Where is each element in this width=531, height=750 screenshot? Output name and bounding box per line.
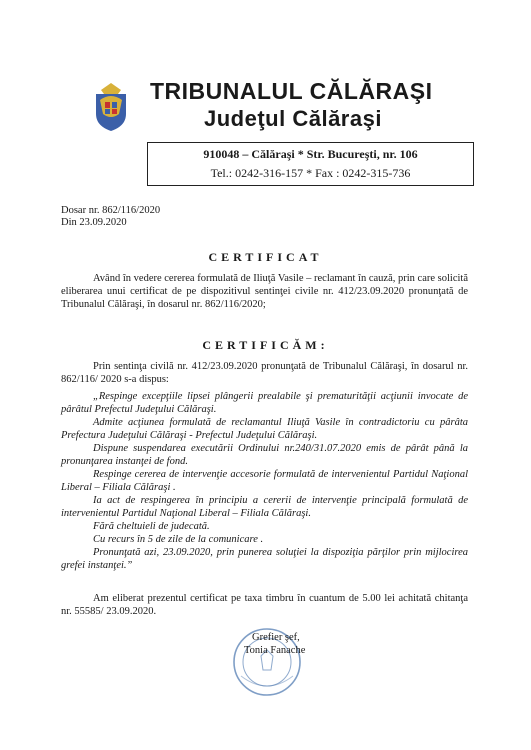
ruling-item: Dispune suspendarea executării Ordinului nr.240/31.07.2020 emis de pârât până la pronunţarea instanţei de fond. [61, 443, 468, 467]
county-name: Judeţul Călăraşi [204, 106, 382, 131]
ruling-item: „Respinge excepţiile lipsei plângerii prealabile şi prematurităţii acţiunii invocate de pârâtul Prefectul Judeţului Călăraşi. [61, 391, 468, 415]
closing-paragraph: Am eliberat prezentul certificat pe taxa timbru în cuantum de 5.00 lei achitată chitanţa nr. 55585/ 23.09.2020. [61, 593, 468, 617]
ruling-item: Respinge cererea de intervenţie accesorie formulată de intervenientul Partidul Naţional Liberal – Filiala Călăraşi . [61, 469, 468, 493]
clerk-name: Tonia Fanache [244, 645, 306, 656]
ruling-item: Ia act de respingerea în principiu a cererii de intervenţie principală formulată de intervenientul Partidul Naţional Liberal – Filiala Călăraşi. [61, 495, 468, 519]
file-number: Dosar nr. 862/116/2020 [61, 205, 161, 216]
court-name: TRIBUNALUL CĂLĂRAŞI [150, 78, 433, 104]
ruling-item: Fără cheltuieli de judecată. [93, 521, 210, 532]
contact-box [147, 142, 474, 186]
court-phone-fax: Tel.: 0242-316-157 * Fax : 0242-315-736 [210, 166, 411, 180]
clerk-title: Grefier şef, [252, 632, 300, 643]
coat-of-arms-icon [92, 80, 130, 132]
ruling-intro-paragraph: Prin sentinţa civilă nr. 412/23.09.2020 pronunţată de Tribunalul Călăraşi, în dosarul nr. 862/116/ 2020 s-a dispus: [61, 361, 468, 385]
certify-title: CERTIFICĂM: [202, 338, 329, 352]
certificate-title: CERTIFICAT [208, 250, 323, 264]
ruling-item: Admite acţiunea formulată de reclamantul Iliuţă Vasile în contradictoriu cu pârâta Prefectura Judeţului Călăraşi - Prefectul Judeţului Călăraşi. [61, 417, 468, 441]
intro-paragraph: Având în vedere cererea formulată de Iliuţă Vasile – reclamant în cauză, prin care solicită eliberarea unui certificat de pe dispozitivul sentinţei civile nr. 412/23.09.2020 pronunţată de Tribunalul Călăraşi, în dosarul nr. 862/116/2020; [61, 273, 468, 310]
court-address: 910048 – Călăraşi * Str. Bucureşti, nr. 106 [203, 147, 418, 161]
file-date: Din 23.09.2020 [61, 217, 127, 228]
ruling-dispositive [61, 390, 468, 572]
ruling-item: Pronunţată azi, 23.09.2020, prin punerea soluţiei la dispoziţia părţilor prin mijlocirea grefei instanţei.” [61, 547, 468, 571]
ruling-item: Cu recurs în 5 de zile de la comunicare . [93, 534, 264, 545]
